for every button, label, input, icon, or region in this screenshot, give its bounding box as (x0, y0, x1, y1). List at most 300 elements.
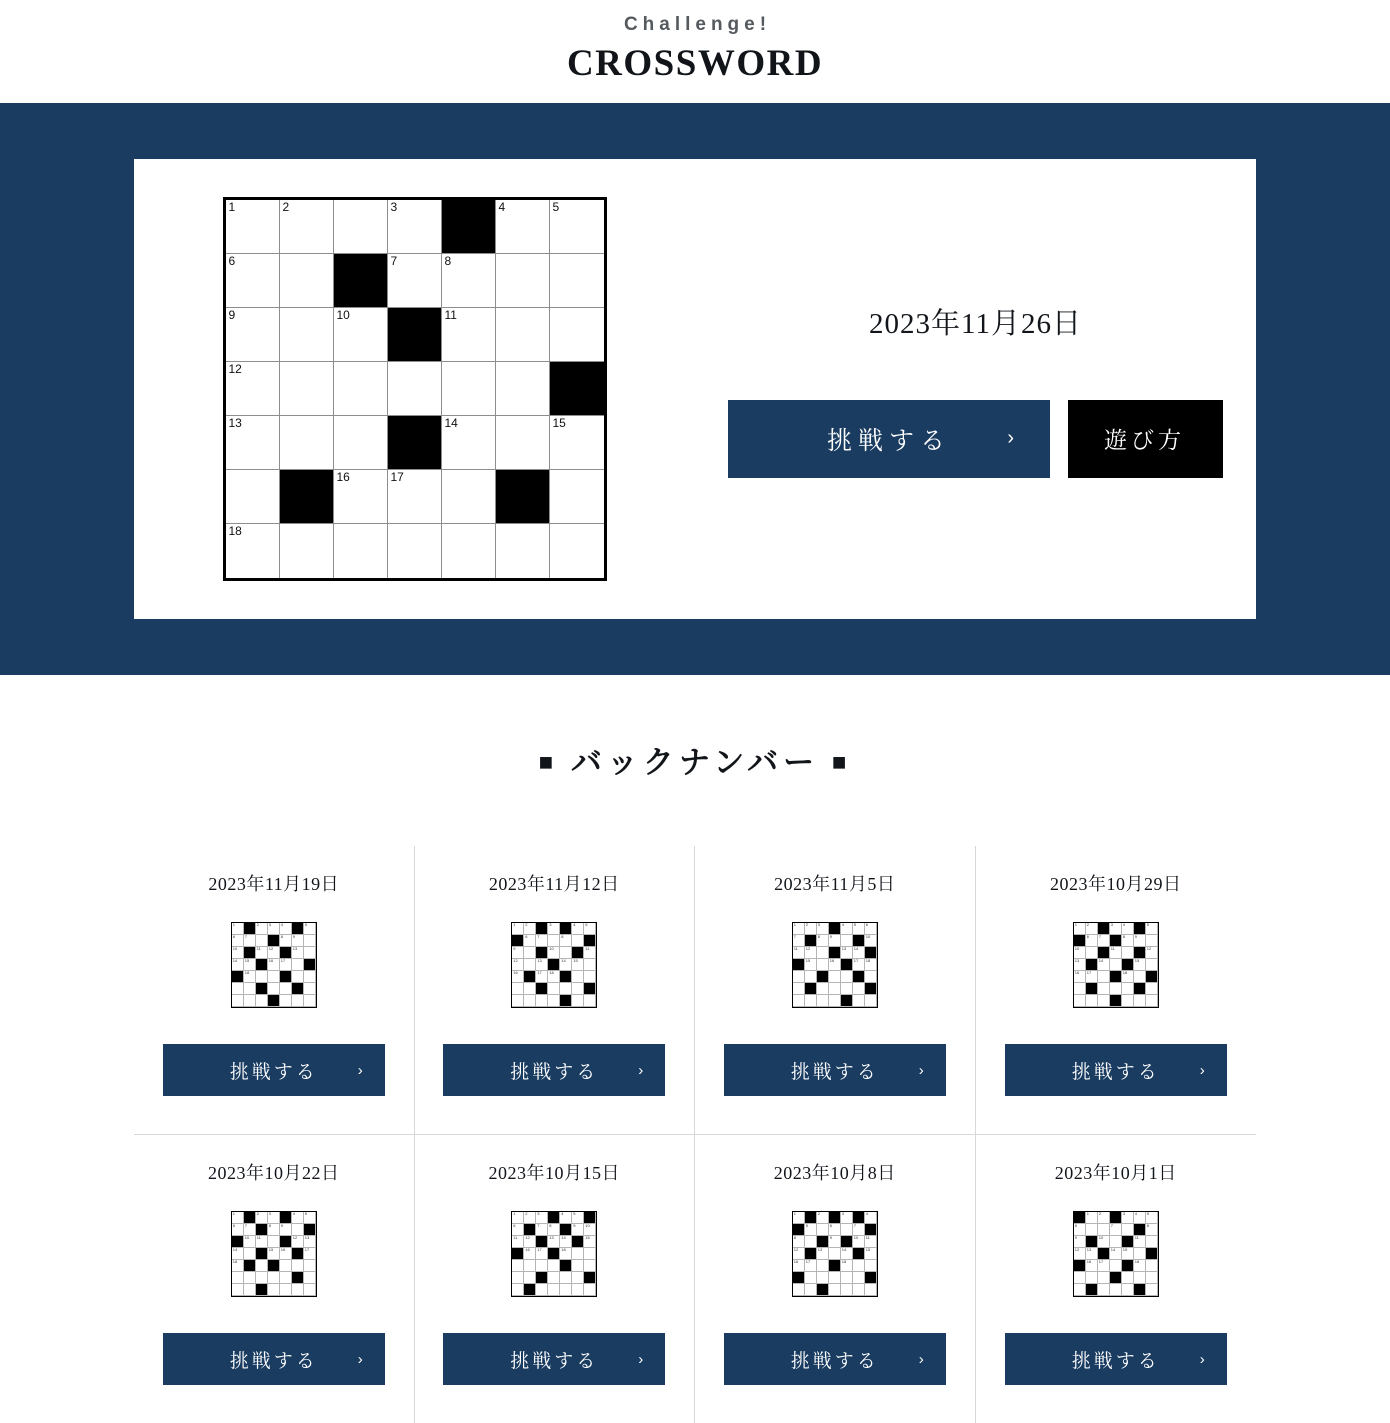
thumbnail-cell (524, 983, 536, 995)
thumbnail-cell-number: 6 (865, 922, 868, 927)
thumbnail-cell-number: 4 (865, 1211, 868, 1216)
crossword-cell[interactable] (226, 524, 280, 578)
backnumber-thumbnail[interactable] (511, 922, 597, 1008)
thumbnail-cell (817, 995, 829, 1007)
thumbnail-cell (1074, 1260, 1086, 1272)
backnumber-date: 2023年10月1日 (1054, 1163, 1177, 1183)
thumbnail-cell (1074, 995, 1086, 1007)
thumbnail-cell (841, 995, 853, 1007)
thumbnail-cell (817, 1272, 829, 1284)
crossword-cell[interactable] (442, 308, 496, 362)
thumbnail-cell (1110, 1272, 1122, 1284)
crossword-cell[interactable] (226, 362, 280, 416)
thumbnail-cell-number: 1 (793, 922, 796, 927)
thumbnail-cell-number: 9 (829, 934, 832, 939)
backnumber-item (134, 1135, 415, 1423)
cell-number: 16 (336, 470, 350, 484)
thumbnail-cell-number: 9 (573, 1223, 576, 1228)
thumbnail-cell (304, 1212, 316, 1224)
crossword-cell[interactable] (334, 200, 388, 254)
thumbnail-cell (793, 971, 805, 983)
thumbnail-cell-number: 12 (805, 946, 811, 951)
backnumber-thumbnail[interactable] (511, 1211, 597, 1297)
thumbnail-cell-number: 2 (817, 1211, 820, 1216)
thumbnail-cell (1146, 1236, 1158, 1248)
thumbnail-cell (536, 935, 548, 947)
backnumber-thumbnail[interactable] (231, 922, 317, 1008)
crossword-cell[interactable] (442, 470, 496, 524)
thumbnail-cell (292, 1248, 304, 1260)
thumbnail-cell (304, 959, 316, 971)
thumbnail-cell-number: 18 (841, 1259, 847, 1264)
crossword-cell[interactable] (388, 254, 442, 308)
crossword-cell[interactable] (550, 524, 604, 578)
thumbnail-cell-number: 8 (1122, 934, 1125, 939)
thumbnail-cell-number: 18 (549, 970, 554, 975)
thumbnail-cell (829, 959, 841, 971)
thumbnail-cell-number: 14 (1110, 1247, 1116, 1252)
crossword-cell[interactable] (550, 416, 604, 470)
thumbnail-cell (536, 1224, 548, 1236)
thumbnail-cell (841, 1260, 853, 1272)
thumbnail-cell (1098, 1212, 1110, 1224)
thumbnail-cell (1086, 983, 1098, 995)
thumbnail-cell-number: 8 (268, 1223, 271, 1228)
thumbnail-cell (1110, 923, 1122, 935)
crossword-cell[interactable] (280, 362, 334, 416)
chevron-right-icon: › (357, 1350, 363, 1368)
thumbnail-cell (817, 959, 829, 971)
backnumber-thumbnail[interactable] (792, 1211, 878, 1297)
hero-section (0, 103, 1390, 675)
thumbnail-cell (1134, 983, 1146, 995)
thumbnail-cell (280, 1272, 292, 1284)
crossword-cell[interactable] (388, 362, 442, 416)
thumbnail-cell (1086, 1260, 1098, 1272)
thumbnail-cell (1134, 935, 1146, 947)
thumbnail-cell-number: 8 (793, 1235, 796, 1240)
thumbnail-cell (841, 959, 853, 971)
thumbnail-cell (292, 1212, 304, 1224)
crossword-cell[interactable] (388, 200, 442, 254)
thumbnail-cell (304, 995, 316, 1007)
cell-number: 6 (228, 254, 236, 268)
hero-card (134, 159, 1256, 619)
thumbnail-cell (572, 1272, 584, 1284)
thumbnail-cell (817, 983, 829, 995)
crossword-cell[interactable] (550, 470, 604, 524)
backnumber-challenge-button[interactable] (1005, 1333, 1227, 1385)
chevron-right-icon: › (357, 1061, 363, 1079)
backnumber-thumbnail[interactable] (1073, 922, 1159, 1008)
backnumber-item (976, 1135, 1257, 1423)
thumbnail-cell (536, 1272, 548, 1284)
thumbnail-cell (256, 1212, 268, 1224)
thumbnail-cell (232, 1224, 244, 1236)
thumbnail-cell-number: 17 (537, 1247, 542, 1252)
cell-number: 15 (552, 416, 566, 430)
backnumber-challenge-label: 挑戦する (1071, 1061, 1160, 1083)
cell-number: 17 (390, 470, 404, 484)
thumbnail-cell-number: 5 (1146, 922, 1149, 927)
thumbnail-cell (232, 1260, 244, 1272)
thumbnail-cell (548, 983, 560, 995)
backnumber-thumbnail[interactable] (231, 1211, 317, 1297)
thumbnail-cell (536, 971, 548, 983)
thumbnail-cell (1074, 923, 1086, 935)
thumbnail-cell-number: 11 (1134, 1235, 1139, 1240)
thumbnail-cell-number: 10 (853, 1235, 859, 1240)
crossword-cell[interactable] (334, 416, 388, 470)
backnumber-date: 2023年10月29日 (1050, 874, 1182, 894)
thumbnail-cell (1146, 959, 1158, 971)
crossword-cell[interactable] (496, 362, 550, 416)
thumbnail-cell (805, 1224, 817, 1236)
thumbnail-cell (280, 935, 292, 947)
thumbnail-cell (841, 923, 853, 935)
thumbnail-cell-number: 15 (244, 958, 250, 963)
thumbnail-cell (560, 1260, 572, 1272)
thumbnail-cell (1110, 1224, 1122, 1236)
thumbnail-cell (584, 1236, 596, 1248)
backnumber-date: 2023年10月8日 (773, 1163, 896, 1183)
backnumber-challenge-button[interactable] (443, 1044, 665, 1096)
thumbnail-cell-number: 17 (1098, 1259, 1104, 1264)
crossword-cell[interactable] (496, 254, 550, 308)
thumbnail-cell (1122, 1260, 1134, 1272)
backnumber-challenge-button[interactable] (443, 1333, 665, 1385)
crossword-cell[interactable] (226, 470, 280, 524)
thumbnail-cell (793, 1260, 805, 1272)
backnumber-date: 2023年11月5日 (774, 874, 896, 894)
thumbnail-cell (1086, 1224, 1098, 1236)
thumbnail-cell (1122, 947, 1134, 959)
thumbnail-cell (572, 1224, 584, 1236)
thumbnail-cell-number: 17 (805, 1259, 811, 1264)
thumbnail-cell (292, 1284, 304, 1296)
cell-number: 2 (282, 200, 290, 214)
thumbnail-cell-number: 15 (573, 958, 578, 963)
crossword-cell[interactable] (496, 200, 550, 254)
crossword-cell[interactable] (496, 524, 550, 578)
thumbnail-cell (572, 1248, 584, 1260)
thumbnail-cell-number: 5 (1146, 1211, 1149, 1216)
thumbnail-cell-number: 10 (232, 946, 238, 951)
thumbnail-cell-number: 14 (1098, 958, 1104, 963)
crossword-cell[interactable] (550, 200, 604, 254)
crossword-cell[interactable] (496, 416, 550, 470)
thumbnail-cell (256, 959, 268, 971)
thumbnail-cell (268, 1272, 280, 1284)
thumbnail-cell-number: 7 (244, 1223, 247, 1228)
crossword-cell[interactable] (280, 200, 334, 254)
crossword-cell[interactable] (226, 416, 280, 470)
thumbnail-cell (829, 1248, 841, 1260)
backnumber-item (415, 1135, 696, 1423)
thumbnail-cell (560, 1248, 572, 1260)
thumbnail-cell-number: 10 (244, 1235, 250, 1240)
thumbnail-cell-number: 1 (513, 922, 516, 927)
crossword-cell (442, 200, 496, 254)
challenge-button[interactable] (728, 400, 1050, 478)
thumbnail-cell (829, 971, 841, 983)
crossword-cell[interactable] (280, 416, 334, 470)
thumbnail-cell (1074, 971, 1086, 983)
crossword-cell (496, 470, 550, 524)
thumbnail-cell (853, 995, 865, 1007)
crossword-cell[interactable] (388, 470, 442, 524)
crossword-cell[interactable] (226, 200, 280, 254)
thumbnail-cell-number: 7 (793, 934, 796, 939)
crossword-cell[interactable] (334, 524, 388, 578)
backnumber-challenge-label: 挑戦する (510, 1350, 599, 1372)
thumbnail-cell-number: 17 (1086, 970, 1092, 975)
thumbnail-cell-number: 3 (549, 922, 552, 927)
thumbnail-cell (865, 1248, 877, 1260)
thumbnail-cell (572, 971, 584, 983)
crossword-cell[interactable] (226, 254, 280, 308)
backnumber-challenge-button[interactable] (1005, 1044, 1227, 1096)
thumbnail-cell (304, 971, 316, 983)
thumbnail-cell-number: 1 (1074, 922, 1077, 927)
thumbnail-cell (1146, 1260, 1158, 1272)
thumbnail-cell (865, 971, 877, 983)
thumbnail-cell-number: 14 (561, 958, 566, 963)
crossword-cell (280, 470, 334, 524)
crossword-cell[interactable] (280, 254, 334, 308)
backnumber-thumbnail[interactable] (1073, 1211, 1159, 1297)
thumbnail-cell (268, 923, 280, 935)
thumbnail-cell (256, 1272, 268, 1284)
thumbnail-cell (865, 1260, 877, 1272)
chevron-right-icon: › (918, 1061, 924, 1079)
thumbnail-cell-number: 13 (841, 946, 847, 951)
thumbnail-cell-number: 4 (280, 922, 283, 927)
thumbnail-cell (584, 959, 596, 971)
thumbnail-cell (536, 983, 548, 995)
thumbnail-cell-number: 15 (268, 1247, 274, 1252)
thumbnail-cell-number: 11 (865, 1235, 870, 1240)
thumbnail-cell-number: 16 (525, 1247, 530, 1252)
thumbnail-cell-number: 18 (865, 958, 871, 963)
backnumber-item (695, 1135, 976, 1423)
thumbnail-cell-number: 12 (268, 946, 274, 951)
crossword-cell (334, 254, 388, 308)
thumbnail-cell (548, 1284, 560, 1296)
crossword-cell[interactable] (334, 362, 388, 416)
thumbnail-cell (1110, 995, 1122, 1007)
thumbnail-cell (292, 1260, 304, 1272)
thumbnail-cell (805, 1272, 817, 1284)
thumbnail-cell-number: 3 (1122, 1211, 1125, 1216)
crossword-cell[interactable] (550, 308, 604, 362)
thumbnail-cell (256, 983, 268, 995)
thumbnail-cell-number: 7 (537, 1223, 540, 1228)
thumbnail-cell (256, 947, 268, 959)
thumbnail-cell (1086, 1284, 1098, 1296)
thumbnail-cell (512, 1236, 524, 1248)
thumbnail-cell-number: 2 (525, 922, 528, 927)
thumbnail-cell (304, 947, 316, 959)
backnumber-challenge-button[interactable] (724, 1333, 946, 1385)
thumbnail-cell (817, 1284, 829, 1296)
thumbnail-cell (512, 923, 524, 935)
thumbnail-cell (232, 959, 244, 971)
thumbnail-cell-number: 10 (1074, 946, 1080, 951)
thumbnail-cell (829, 995, 841, 1007)
thumbnail-cell (1086, 935, 1098, 947)
thumbnail-cell (268, 1248, 280, 1260)
crossword-grid[interactable] (223, 197, 607, 581)
thumbnail-cell (304, 935, 316, 947)
site-header (0, 0, 1390, 103)
thumbnail-cell (584, 1284, 596, 1296)
thumbnail-cell (304, 983, 316, 995)
thumbnail-cell (1122, 1272, 1134, 1284)
thumbnail-cell-number: 7 (1098, 934, 1101, 939)
thumbnail-cell (244, 1236, 256, 1248)
thumbnail-cell-number: 14 (232, 1247, 238, 1252)
thumbnail-cell (524, 947, 536, 959)
current-puzzle-date: 2023年11月26日 (869, 307, 1082, 340)
thumbnail-cell (817, 935, 829, 947)
crossword-cell[interactable] (496, 308, 550, 362)
thumbnail-cell (1122, 1248, 1134, 1260)
thumbnail-cell (584, 1272, 596, 1284)
thumbnail-cell (1122, 971, 1134, 983)
thumbnail-cell-number: 14 (232, 958, 238, 963)
backnumber-date: 2023年10月22日 (208, 1163, 340, 1183)
thumbnail-cell (1146, 947, 1158, 959)
thumbnail-cell (268, 995, 280, 1007)
thumbnail-cell-number: 14 (841, 1247, 847, 1252)
crossword-cell[interactable] (442, 416, 496, 470)
thumbnail-cell (572, 995, 584, 1007)
thumbnail-cell (304, 1284, 316, 1296)
backnumber-challenge-button[interactable] (724, 1044, 946, 1096)
backnumber-item (415, 846, 696, 1134)
thumbnail-cell (280, 983, 292, 995)
thumbnail-cell (1110, 1284, 1122, 1296)
backnumber-thumbnail[interactable] (792, 922, 878, 1008)
backnumber-challenge-label: 挑戦する (510, 1061, 599, 1083)
thumbnail-cell (572, 983, 584, 995)
thumbnail-cell (853, 1272, 865, 1284)
thumbnail-cell (572, 935, 584, 947)
backnumber-challenge-label: 挑戦する (790, 1061, 879, 1083)
thumbnail-cell (1074, 983, 1086, 995)
chevron-right-icon: › (1199, 1350, 1205, 1368)
crossword-cell[interactable] (442, 362, 496, 416)
thumbnail-cell (524, 1212, 536, 1224)
page-title: CROSSWORD (566, 43, 824, 84)
thumbnail-cell-number: 18 (561, 1247, 566, 1252)
thumbnail-cell (244, 995, 256, 1007)
backnumber-challenge-button[interactable] (163, 1044, 385, 1096)
backnumber-challenge-button[interactable] (163, 1333, 385, 1385)
thumbnail-cell (841, 1224, 853, 1236)
thumbnail-cell (280, 959, 292, 971)
thumbnail-cell-number: 17 (304, 1247, 310, 1252)
hero-puzzle-preview (134, 197, 695, 581)
thumbnail-cell-number: 16 (829, 958, 835, 963)
thumbnail-cell-number: 2 (1098, 1211, 1101, 1216)
crossword-cell[interactable] (334, 470, 388, 524)
thumbnail-cell (1098, 1272, 1110, 1284)
thumbnail-cell (584, 971, 596, 983)
thumbnail-cell (280, 1284, 292, 1296)
thumbnail-cell-number: 2 (256, 922, 259, 927)
thumbnail-cell-number: 1 (513, 1211, 516, 1216)
crossword-cell[interactable] (280, 524, 334, 578)
thumbnail-cell (244, 1248, 256, 1260)
crossword-cell[interactable] (226, 308, 280, 362)
crossword-cell[interactable] (442, 254, 496, 308)
thumbnail-cell (524, 995, 536, 1007)
thumbnail-cell-number: 3 (537, 1211, 540, 1216)
thumbnail-cell (1098, 959, 1110, 971)
thumbnail-cell-number: 16 (513, 970, 518, 975)
thumbnail-cell (268, 1260, 280, 1272)
thumbnail-cell-number: 8 (549, 1223, 552, 1228)
crossword-cell[interactable] (388, 524, 442, 578)
thumbnail-cell-number: 6 (1086, 934, 1089, 939)
thumbnail-cell (304, 923, 316, 935)
crossword-cell[interactable] (442, 524, 496, 578)
backnumber-date: 2023年11月12日 (488, 874, 620, 894)
thumbnail-cell (232, 983, 244, 995)
thumbnail-cell (841, 983, 853, 995)
thumbnail-cell (805, 1236, 817, 1248)
thumbnail-cell (232, 995, 244, 1007)
thumbnail-cell (292, 1272, 304, 1284)
thumbnail-cell (1074, 1248, 1086, 1260)
howto-button[interactable] (1068, 400, 1223, 478)
thumbnail-cell (1134, 995, 1146, 1007)
thumbnail-cell (1098, 983, 1110, 995)
thumbnail-cell-number: 2 (805, 922, 808, 927)
thumbnail-cell (548, 947, 560, 959)
thumbnail-cell-number: 1 (1086, 1211, 1089, 1216)
thumbnail-cell-number: 3 (841, 1211, 844, 1216)
thumbnail-cell-number: 11 (585, 946, 590, 951)
thumbnail-cell (1086, 1272, 1098, 1284)
thumbnail-cell-number: 7 (537, 934, 540, 939)
crossword-cell[interactable] (334, 308, 388, 362)
thumbnail-cell-number: 15 (1122, 1247, 1128, 1252)
thumbnail-cell (805, 1260, 817, 1272)
thumbnail-cell (829, 1260, 841, 1272)
thumbnail-cell (841, 1272, 853, 1284)
backnumber-date: 2023年10月15日 (488, 1163, 620, 1183)
thumbnail-cell (524, 1248, 536, 1260)
howto-button-label: 遊び方 (1104, 428, 1185, 453)
thumbnail-cell (304, 1260, 316, 1272)
thumbnail-cell-number: 15 (865, 1247, 871, 1252)
thumbnail-cell-number: 17 (853, 958, 859, 963)
backnumber-section (0, 675, 1390, 1423)
thumbnail-cell (1134, 1260, 1146, 1272)
thumbnail-cell (805, 959, 817, 971)
thumbnail-cell (1074, 1284, 1086, 1296)
crossword-cell[interactable] (280, 308, 334, 362)
cell-number: 10 (336, 308, 350, 322)
thumbnail-cell (817, 971, 829, 983)
thumbnail-cell (304, 1272, 316, 1284)
thumbnail-cell-number: 4 (841, 922, 844, 927)
thumbnail-cell (268, 1284, 280, 1296)
crossword-cell[interactable] (550, 254, 604, 308)
